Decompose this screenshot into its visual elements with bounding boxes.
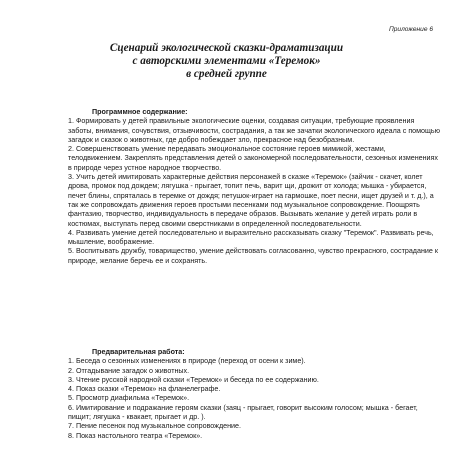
- title-line-1: Сценарий экологической сказки-драматизации: [109, 42, 344, 54]
- preliminary-work-heading: Предварительная работа:: [92, 348, 185, 356]
- preliminary-item-2: 2. Отгадывание загадок о животных.: [68, 366, 190, 375]
- program-content-section: [68, 108, 440, 266]
- appendix-label: Приложение 6: [388, 26, 433, 33]
- program-item-4: 4. Развивать умение детей последовательно и выразительно рассказывать сказку "Теремок". Развивать речь, мышление, воображение.: [68, 228, 434, 247]
- program-content-heading: Программное содержание:: [92, 108, 188, 116]
- title-line-2: с авторскими элементами «Теремок»: [132, 55, 321, 67]
- program-item-2: 2. Совершенствовать умение передавать эмоциональное состояние героев мимикой, жестами, телодвижением. Закреплять представления детей о закономерной последовательности, сезонных изменениях в природе через устное народное творчество.: [68, 145, 438, 172]
- preliminary-item-1: 1. Беседа о сезонных изменениях в природе (переход от осени к зиме).: [68, 357, 306, 366]
- preliminary-item-6: 6. Имитирование и подражание героям сказки (заяц - прыгает, говорит высоким голосом; мышка - бегает, пищит; лягушка - квакает, прыгает и др. ).: [68, 403, 418, 422]
- preliminary-item-3: 3. Чтение русской народной сказки «Теремок» и беседа по ее содержанию.: [68, 375, 319, 384]
- preliminary-item-7: 7. Пение песенок под музыкальное сопровождение.: [68, 422, 241, 431]
- document-title: [0, 42, 453, 81]
- preliminary-work-section: [68, 348, 440, 441]
- program-item-1: 1. Формировать у детей правильные экологические оценки, создавая ситуации, требующие проявления заботы, внимания, сочувствия, отзывчивости, сострадания, а так же зачатки экологического идеала с помощью загадок и сказок о животных, где добро побеждает зло, прекрасное над безобразным.: [68, 117, 440, 144]
- title-line-3: в средней группе: [186, 68, 267, 80]
- preliminary-item-4: 4. Показ сказки «Теремок» на фланелеграфе.: [68, 385, 221, 394]
- preliminary-item-5: 5. Просмотр диафильма «Теремок».: [68, 394, 190, 403]
- program-item-5: 5. Воспитывать дружбу, товарищество, умение действовать согласованно, чувство прекрасного, сострадание к природе, желание беречь ее и сохранять.: [68, 247, 438, 265]
- program-item-3: 3. Учить детей имитировать характерные действия персонажей в сказке «Теремок» (зайчик - скачет, колет дрова, промок под дождем; лягушка - прыгает, топит печь, варит щи, дрожит от холода; мышка - убирается, печет блины, спряталась в теремке от дождя; петушок-играет на гармошке, поет песни, ищет друзей и т. д.), а так же сопровождать движения героев простыми песенками под музыкальное сопровождение. Поощрять фантазию, творчество, индивидуальность в передаче образов. Вызывать желание у детей играть роли в костюмах, выступать перед своими сверстниками в определенной последовательности.: [68, 173, 434, 228]
- preliminary-item-8: 8. Показ настольного театра «Теремок».: [68, 431, 203, 440]
